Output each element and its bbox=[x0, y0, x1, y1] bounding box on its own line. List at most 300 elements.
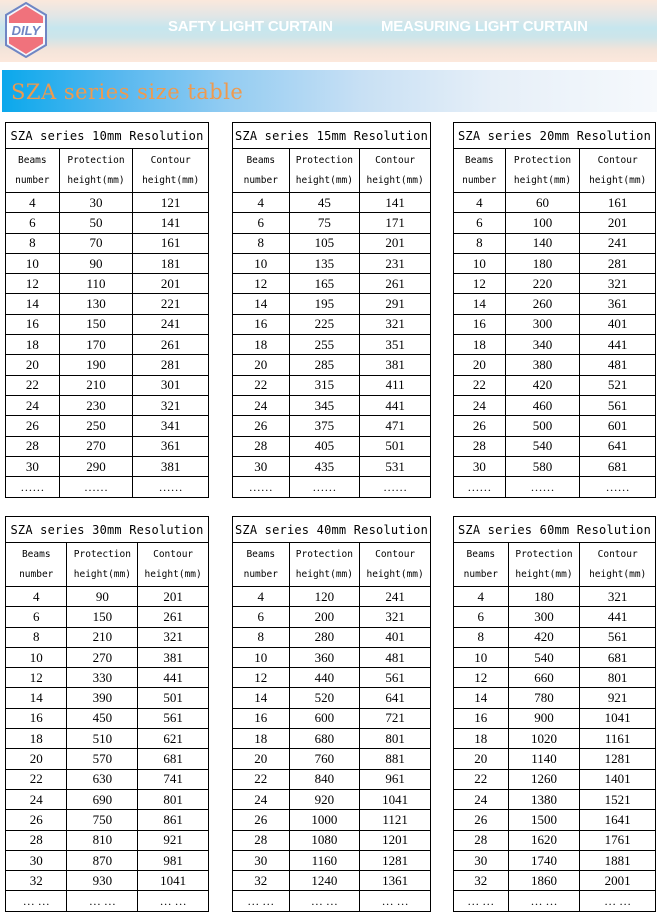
contour-height-cell: 241 bbox=[360, 587, 431, 607]
beams-number-cell: 26 bbox=[6, 416, 60, 436]
table-row bbox=[454, 416, 656, 436]
column-header-beams-number: Beams number bbox=[454, 149, 506, 193]
protection-height-cell: 500 bbox=[505, 416, 580, 436]
beams-number-cell: 26 bbox=[454, 810, 509, 830]
protection-height-cell: 360 bbox=[289, 647, 360, 667]
table-row bbox=[6, 708, 209, 728]
contour-height-cell: 381 bbox=[360, 355, 431, 375]
table-row bbox=[233, 668, 431, 688]
size-table-20mm bbox=[453, 122, 656, 498]
beams-number-cell: 22 bbox=[454, 769, 509, 789]
protection-height-cell: 580 bbox=[505, 456, 580, 476]
table-row bbox=[454, 688, 656, 708]
table-row bbox=[233, 213, 431, 233]
beams-number-cell: 22 bbox=[233, 769, 290, 789]
beams-number-cell: 6 bbox=[233, 607, 290, 627]
table-row bbox=[6, 335, 209, 355]
protection-height-cell: 510 bbox=[67, 729, 138, 749]
beams-number-cell: 16 bbox=[6, 708, 67, 728]
protection-height-cell: 840 bbox=[289, 769, 360, 789]
protection-height-cell: 1240 bbox=[289, 871, 360, 891]
table-row bbox=[6, 871, 209, 891]
ellipsis-cell: …… bbox=[505, 477, 580, 498]
contour-height-cell: 1401 bbox=[580, 769, 656, 789]
contour-height-cell: 351 bbox=[360, 335, 431, 355]
protection-height-cell: 200 bbox=[289, 607, 360, 627]
protection-height-cell: 930 bbox=[67, 871, 138, 891]
protection-height-cell: 220 bbox=[505, 274, 580, 294]
beams-number-cell: 16 bbox=[233, 708, 290, 728]
protection-height-cell: 170 bbox=[59, 335, 133, 355]
protection-height-cell: 105 bbox=[289, 233, 360, 253]
protection-height-cell: 70 bbox=[59, 233, 133, 253]
protection-height-cell: 150 bbox=[59, 314, 133, 334]
protection-height-cell: 1860 bbox=[508, 871, 580, 891]
table-row bbox=[6, 456, 209, 476]
table-row bbox=[454, 253, 656, 273]
contour-height-cell: 921 bbox=[580, 688, 656, 708]
table-row bbox=[6, 688, 209, 708]
table-row bbox=[454, 729, 656, 749]
contour-height-cell: 361 bbox=[580, 294, 656, 314]
contour-height-cell: 801 bbox=[360, 729, 431, 749]
beams-number-cell: 28 bbox=[6, 436, 60, 456]
contour-height-cell: 1881 bbox=[580, 850, 656, 870]
protection-height-cell: 190 bbox=[59, 355, 133, 375]
protection-height-cell: 420 bbox=[505, 375, 580, 395]
protection-height-cell: 680 bbox=[289, 729, 360, 749]
protection-height-cell: 110 bbox=[59, 274, 133, 294]
beams-number-cell: 10 bbox=[233, 253, 290, 273]
beams-number-cell: 10 bbox=[233, 647, 290, 667]
protection-height-cell: 150 bbox=[67, 607, 138, 627]
contour-height-cell: 161 bbox=[580, 193, 656, 213]
protection-height-cell: 300 bbox=[508, 607, 580, 627]
beams-number-cell: 24 bbox=[233, 395, 290, 415]
beams-number-cell: 30 bbox=[454, 456, 506, 476]
protection-height-cell: 1160 bbox=[289, 850, 360, 870]
protection-height-cell: 1260 bbox=[508, 769, 580, 789]
protection-height-cell: 75 bbox=[289, 213, 360, 233]
contour-height-cell: 261 bbox=[138, 607, 209, 627]
table-row bbox=[6, 314, 209, 334]
protection-height-cell: 340 bbox=[505, 335, 580, 355]
beams-number-cell: 24 bbox=[233, 789, 290, 809]
beams-number-cell: 4 bbox=[233, 587, 290, 607]
contour-height-cell: 401 bbox=[580, 314, 656, 334]
contour-height-cell: 621 bbox=[138, 729, 209, 749]
ellipsis-cell: …… bbox=[233, 477, 290, 498]
table-row bbox=[454, 749, 656, 769]
contour-height-cell: 201 bbox=[360, 233, 431, 253]
table-row bbox=[6, 769, 209, 789]
protection-height-cell: 540 bbox=[505, 436, 580, 456]
protection-height-cell: 270 bbox=[67, 647, 138, 667]
protection-height-cell: 450 bbox=[67, 708, 138, 728]
beams-number-cell: 32 bbox=[6, 871, 67, 891]
beams-number-cell: 8 bbox=[233, 233, 290, 253]
protection-height-cell: 60 bbox=[505, 193, 580, 213]
beams-number-cell: 26 bbox=[233, 810, 290, 830]
table-row bbox=[233, 395, 431, 415]
protection-height-cell: 780 bbox=[508, 688, 580, 708]
beams-number-cell: 18 bbox=[233, 335, 290, 355]
table-row bbox=[454, 375, 656, 395]
contour-height-cell: 401 bbox=[360, 627, 431, 647]
protection-height-cell: 690 bbox=[67, 789, 138, 809]
table-row-ellipsis bbox=[6, 477, 209, 498]
beams-number-cell: 28 bbox=[454, 830, 509, 850]
ellipsis-cell: … … bbox=[6, 891, 67, 912]
nav-safety-light-curtain[interactable]: SAFTY LIGHT CURTAIN bbox=[168, 18, 333, 35]
protection-height-cell: 180 bbox=[505, 253, 580, 273]
column-header-beams-number: Beams number bbox=[233, 149, 290, 193]
protection-height-cell: 330 bbox=[67, 668, 138, 688]
beams-number-cell: 24 bbox=[6, 395, 60, 415]
contour-height-cell: 321 bbox=[138, 627, 209, 647]
table-title: SZA series 40mm Resolution bbox=[233, 517, 431, 543]
protection-height-cell: 600 bbox=[289, 708, 360, 728]
contour-height-cell: 441 bbox=[360, 395, 431, 415]
contour-height-cell: 981 bbox=[138, 850, 209, 870]
table-row bbox=[233, 627, 431, 647]
protection-height-cell: 165 bbox=[289, 274, 360, 294]
contour-height-cell: 1281 bbox=[360, 850, 431, 870]
beams-number-cell: 26 bbox=[454, 416, 506, 436]
protection-height-cell: 270 bbox=[59, 436, 133, 456]
protection-height-cell: 1380 bbox=[508, 789, 580, 809]
contour-height-cell: 321 bbox=[360, 314, 431, 334]
beams-number-cell: 18 bbox=[6, 335, 60, 355]
beams-number-cell: 32 bbox=[233, 871, 290, 891]
ellipsis-cell: … … bbox=[233, 891, 290, 912]
protection-height-cell: 375 bbox=[289, 416, 360, 436]
ellipsis-cell: …… bbox=[289, 477, 360, 498]
table-row bbox=[6, 436, 209, 456]
beams-number-cell: 6 bbox=[454, 213, 506, 233]
beams-number-cell: 8 bbox=[454, 627, 509, 647]
contour-height-cell: 321 bbox=[580, 587, 656, 607]
protection-height-cell: 1740 bbox=[508, 850, 580, 870]
table-row bbox=[233, 729, 431, 749]
beams-number-cell: 12 bbox=[233, 274, 290, 294]
table-row bbox=[233, 607, 431, 627]
contour-height-cell: 201 bbox=[138, 587, 209, 607]
beams-number-cell: 30 bbox=[454, 850, 509, 870]
protection-height-cell: 285 bbox=[289, 355, 360, 375]
contour-height-cell: 561 bbox=[360, 668, 431, 688]
protection-height-cell: 390 bbox=[67, 688, 138, 708]
contour-height-cell: 201 bbox=[580, 213, 656, 233]
beams-number-cell: 32 bbox=[454, 871, 509, 891]
table-row bbox=[454, 314, 656, 334]
protection-height-cell: 250 bbox=[59, 416, 133, 436]
contour-height-cell: 501 bbox=[360, 436, 431, 456]
beams-number-cell: 30 bbox=[233, 850, 290, 870]
table-row bbox=[6, 668, 209, 688]
table-row bbox=[233, 647, 431, 667]
column-header-protection-height: Protection height(mm) bbox=[505, 149, 580, 193]
protection-height-cell: 460 bbox=[505, 395, 580, 415]
column-header-contour-height: Contour height(mm) bbox=[580, 543, 656, 587]
beams-number-cell: 14 bbox=[233, 688, 290, 708]
ellipsis-cell: … … bbox=[289, 891, 360, 912]
table-row bbox=[6, 233, 209, 253]
protection-height-cell: 630 bbox=[67, 769, 138, 789]
table-row bbox=[6, 830, 209, 850]
contour-height-cell: 1161 bbox=[580, 729, 656, 749]
protection-height-cell: 100 bbox=[505, 213, 580, 233]
contour-height-cell: 641 bbox=[580, 436, 656, 456]
contour-height-cell: 1281 bbox=[580, 749, 656, 769]
size-table-30mm bbox=[5, 516, 209, 912]
contour-height-cell: 961 bbox=[360, 769, 431, 789]
contour-height-cell: 181 bbox=[133, 253, 209, 273]
protection-height-cell: 130 bbox=[59, 294, 133, 314]
contour-height-cell: 221 bbox=[133, 294, 209, 314]
table-row bbox=[454, 627, 656, 647]
beams-number-cell: 12 bbox=[6, 274, 60, 294]
contour-height-cell: 881 bbox=[360, 749, 431, 769]
contour-height-cell: 1041 bbox=[138, 871, 209, 891]
table-row bbox=[6, 647, 209, 667]
table-row bbox=[233, 769, 431, 789]
table-row bbox=[6, 274, 209, 294]
beams-number-cell: 4 bbox=[454, 587, 509, 607]
protection-height-cell: 435 bbox=[289, 456, 360, 476]
beams-number-cell: 24 bbox=[454, 789, 509, 809]
protection-height-cell: 50 bbox=[59, 213, 133, 233]
protection-height-cell: 300 bbox=[505, 314, 580, 334]
table-row bbox=[454, 769, 656, 789]
contour-height-cell: 1041 bbox=[580, 708, 656, 728]
beams-number-cell: 6 bbox=[454, 607, 509, 627]
contour-height-cell: 1201 bbox=[360, 830, 431, 850]
column-header-protection-height: Protection height(mm) bbox=[508, 543, 580, 587]
table-row bbox=[233, 688, 431, 708]
contour-height-cell: 721 bbox=[360, 708, 431, 728]
table-row bbox=[6, 375, 209, 395]
table-row bbox=[6, 749, 209, 769]
contour-height-cell: 411 bbox=[360, 375, 431, 395]
contour-height-cell: 121 bbox=[133, 193, 209, 213]
protection-height-cell: 195 bbox=[289, 294, 360, 314]
table-row bbox=[6, 789, 209, 809]
section-banner bbox=[2, 70, 657, 112]
column-header-contour-height: Contour height(mm) bbox=[138, 543, 209, 587]
protection-height-cell: 1140 bbox=[508, 749, 580, 769]
table-row bbox=[454, 436, 656, 456]
protection-height-cell: 760 bbox=[289, 749, 360, 769]
contour-height-cell: 561 bbox=[138, 708, 209, 728]
beams-number-cell: 10 bbox=[454, 647, 509, 667]
contour-height-cell: 741 bbox=[138, 769, 209, 789]
protection-height-cell: 1020 bbox=[508, 729, 580, 749]
beams-number-cell: 12 bbox=[233, 668, 290, 688]
nav-measuring-light-curtain[interactable]: MEASURING LIGHT CURTAIN bbox=[381, 18, 588, 35]
contour-height-cell: 501 bbox=[138, 688, 209, 708]
beams-number-cell: 14 bbox=[233, 294, 290, 314]
table-row bbox=[233, 456, 431, 476]
ellipsis-cell: … … bbox=[580, 891, 656, 912]
protection-height-cell: 120 bbox=[289, 587, 360, 607]
protection-height-cell: 260 bbox=[505, 294, 580, 314]
table-row bbox=[454, 850, 656, 870]
table-row bbox=[233, 375, 431, 395]
contour-height-cell: 1121 bbox=[360, 810, 431, 830]
dily-logo-icon[interactable] bbox=[4, 2, 48, 58]
table-row bbox=[233, 193, 431, 213]
svg-text:DILY: DILY bbox=[11, 23, 41, 38]
protection-height-cell: 140 bbox=[505, 233, 580, 253]
table-row bbox=[233, 416, 431, 436]
beams-number-cell: 14 bbox=[454, 294, 506, 314]
contour-height-cell: 441 bbox=[138, 668, 209, 688]
contour-height-cell: 321 bbox=[360, 607, 431, 627]
column-header-beams-number: Beams number bbox=[233, 543, 290, 587]
beams-number-cell: 26 bbox=[233, 416, 290, 436]
size-table-40mm bbox=[232, 516, 431, 912]
contour-height-cell: 441 bbox=[580, 335, 656, 355]
table-row bbox=[6, 213, 209, 233]
beams-number-cell: 20 bbox=[454, 749, 509, 769]
protection-height-cell: 290 bbox=[59, 456, 133, 476]
contour-height-cell: 241 bbox=[133, 314, 209, 334]
column-header-protection-height: Protection height(mm) bbox=[289, 543, 360, 587]
table-row bbox=[233, 749, 431, 769]
protection-height-cell: 255 bbox=[289, 335, 360, 355]
column-header-contour-height: Contour height(mm) bbox=[133, 149, 209, 193]
contour-height-cell: 321 bbox=[133, 395, 209, 415]
contour-height-cell: 861 bbox=[138, 810, 209, 830]
protection-height-cell: 540 bbox=[508, 647, 580, 667]
table-row bbox=[6, 729, 209, 749]
table-row bbox=[233, 233, 431, 253]
table-row bbox=[6, 810, 209, 830]
contour-height-cell: 231 bbox=[360, 253, 431, 273]
beams-number-cell: 22 bbox=[6, 375, 60, 395]
table-row bbox=[454, 355, 656, 375]
table-row bbox=[233, 871, 431, 891]
beams-number-cell: 28 bbox=[454, 436, 506, 456]
beams-number-cell: 14 bbox=[454, 688, 509, 708]
table-row bbox=[454, 708, 656, 728]
ellipsis-cell: …… bbox=[6, 477, 60, 498]
protection-height-cell: 1080 bbox=[289, 830, 360, 850]
table-row bbox=[233, 850, 431, 870]
ellipsis-cell: … … bbox=[360, 891, 431, 912]
table-row bbox=[454, 193, 656, 213]
table-row bbox=[233, 355, 431, 375]
beams-number-cell: 6 bbox=[6, 607, 67, 627]
contour-height-cell: 171 bbox=[360, 213, 431, 233]
table-row-ellipsis bbox=[454, 477, 656, 498]
contour-height-cell: 301 bbox=[133, 375, 209, 395]
table-row bbox=[454, 456, 656, 476]
contour-height-cell: 1521 bbox=[580, 789, 656, 809]
beams-number-cell: 12 bbox=[454, 274, 506, 294]
contour-height-cell: 291 bbox=[360, 294, 431, 314]
beams-number-cell: 16 bbox=[233, 314, 290, 334]
table-row-ellipsis bbox=[233, 891, 431, 912]
table-row bbox=[233, 274, 431, 294]
contour-height-cell: 681 bbox=[580, 456, 656, 476]
contour-height-cell: 681 bbox=[580, 647, 656, 667]
contour-height-cell: 1761 bbox=[580, 830, 656, 850]
beams-number-cell: 22 bbox=[6, 769, 67, 789]
table-row bbox=[454, 213, 656, 233]
beams-number-cell: 28 bbox=[233, 830, 290, 850]
contour-height-cell: 1361 bbox=[360, 871, 431, 891]
contour-height-cell: 1041 bbox=[360, 789, 431, 809]
contour-height-cell: 381 bbox=[133, 456, 209, 476]
beams-number-cell: 12 bbox=[6, 668, 67, 688]
beams-number-cell: 10 bbox=[6, 647, 67, 667]
table-row bbox=[454, 871, 656, 891]
table-row bbox=[6, 395, 209, 415]
protection-height-cell: 1500 bbox=[508, 810, 580, 830]
protection-height-cell: 870 bbox=[67, 850, 138, 870]
table-row bbox=[454, 647, 656, 667]
table-row bbox=[454, 830, 656, 850]
size-table-10mm bbox=[5, 122, 209, 498]
contour-height-cell: 261 bbox=[133, 335, 209, 355]
table-row bbox=[6, 607, 209, 627]
protection-height-cell: 180 bbox=[508, 587, 580, 607]
protection-height-cell: 210 bbox=[59, 375, 133, 395]
protection-height-cell: 520 bbox=[289, 688, 360, 708]
protection-height-cell: 1620 bbox=[508, 830, 580, 850]
table-row bbox=[454, 668, 656, 688]
beams-number-cell: 4 bbox=[6, 587, 67, 607]
table-row bbox=[454, 335, 656, 355]
contour-height-cell: 531 bbox=[360, 456, 431, 476]
contour-height-cell: 341 bbox=[133, 416, 209, 436]
protection-height-cell: 30 bbox=[59, 193, 133, 213]
protection-height-cell: 45 bbox=[289, 193, 360, 213]
beams-number-cell: 18 bbox=[6, 729, 67, 749]
beams-number-cell: 30 bbox=[233, 456, 290, 476]
contour-height-cell: 481 bbox=[360, 647, 431, 667]
column-header-contour-height: Contour height(mm) bbox=[360, 543, 431, 587]
beams-number-cell: 28 bbox=[6, 830, 67, 850]
beams-number-cell: 20 bbox=[6, 749, 67, 769]
contour-height-cell: 381 bbox=[138, 647, 209, 667]
beams-number-cell: 16 bbox=[6, 314, 60, 334]
column-header-beams-number: Beams number bbox=[454, 543, 509, 587]
beams-number-cell: 22 bbox=[233, 375, 290, 395]
contour-height-cell: 241 bbox=[580, 233, 656, 253]
contour-height-cell: 161 bbox=[133, 233, 209, 253]
table-row bbox=[233, 587, 431, 607]
contour-height-cell: 801 bbox=[138, 789, 209, 809]
contour-height-cell: 521 bbox=[580, 375, 656, 395]
protection-height-cell: 920 bbox=[289, 789, 360, 809]
contour-height-cell: 561 bbox=[580, 627, 656, 647]
protection-height-cell: 280 bbox=[289, 627, 360, 647]
ellipsis-cell: …… bbox=[580, 477, 656, 498]
beams-number-cell: 26 bbox=[6, 810, 67, 830]
protection-height-cell: 660 bbox=[508, 668, 580, 688]
column-header-protection-height: Protection height(mm) bbox=[67, 543, 138, 587]
table-row bbox=[233, 436, 431, 456]
table-title: SZA series 60mm Resolution bbox=[454, 517, 656, 543]
size-table-15mm bbox=[232, 122, 431, 498]
table-title: SZA series 20mm Resolution bbox=[454, 123, 656, 149]
beams-number-cell: 14 bbox=[6, 688, 67, 708]
table-row bbox=[6, 416, 209, 436]
table-row bbox=[233, 810, 431, 830]
